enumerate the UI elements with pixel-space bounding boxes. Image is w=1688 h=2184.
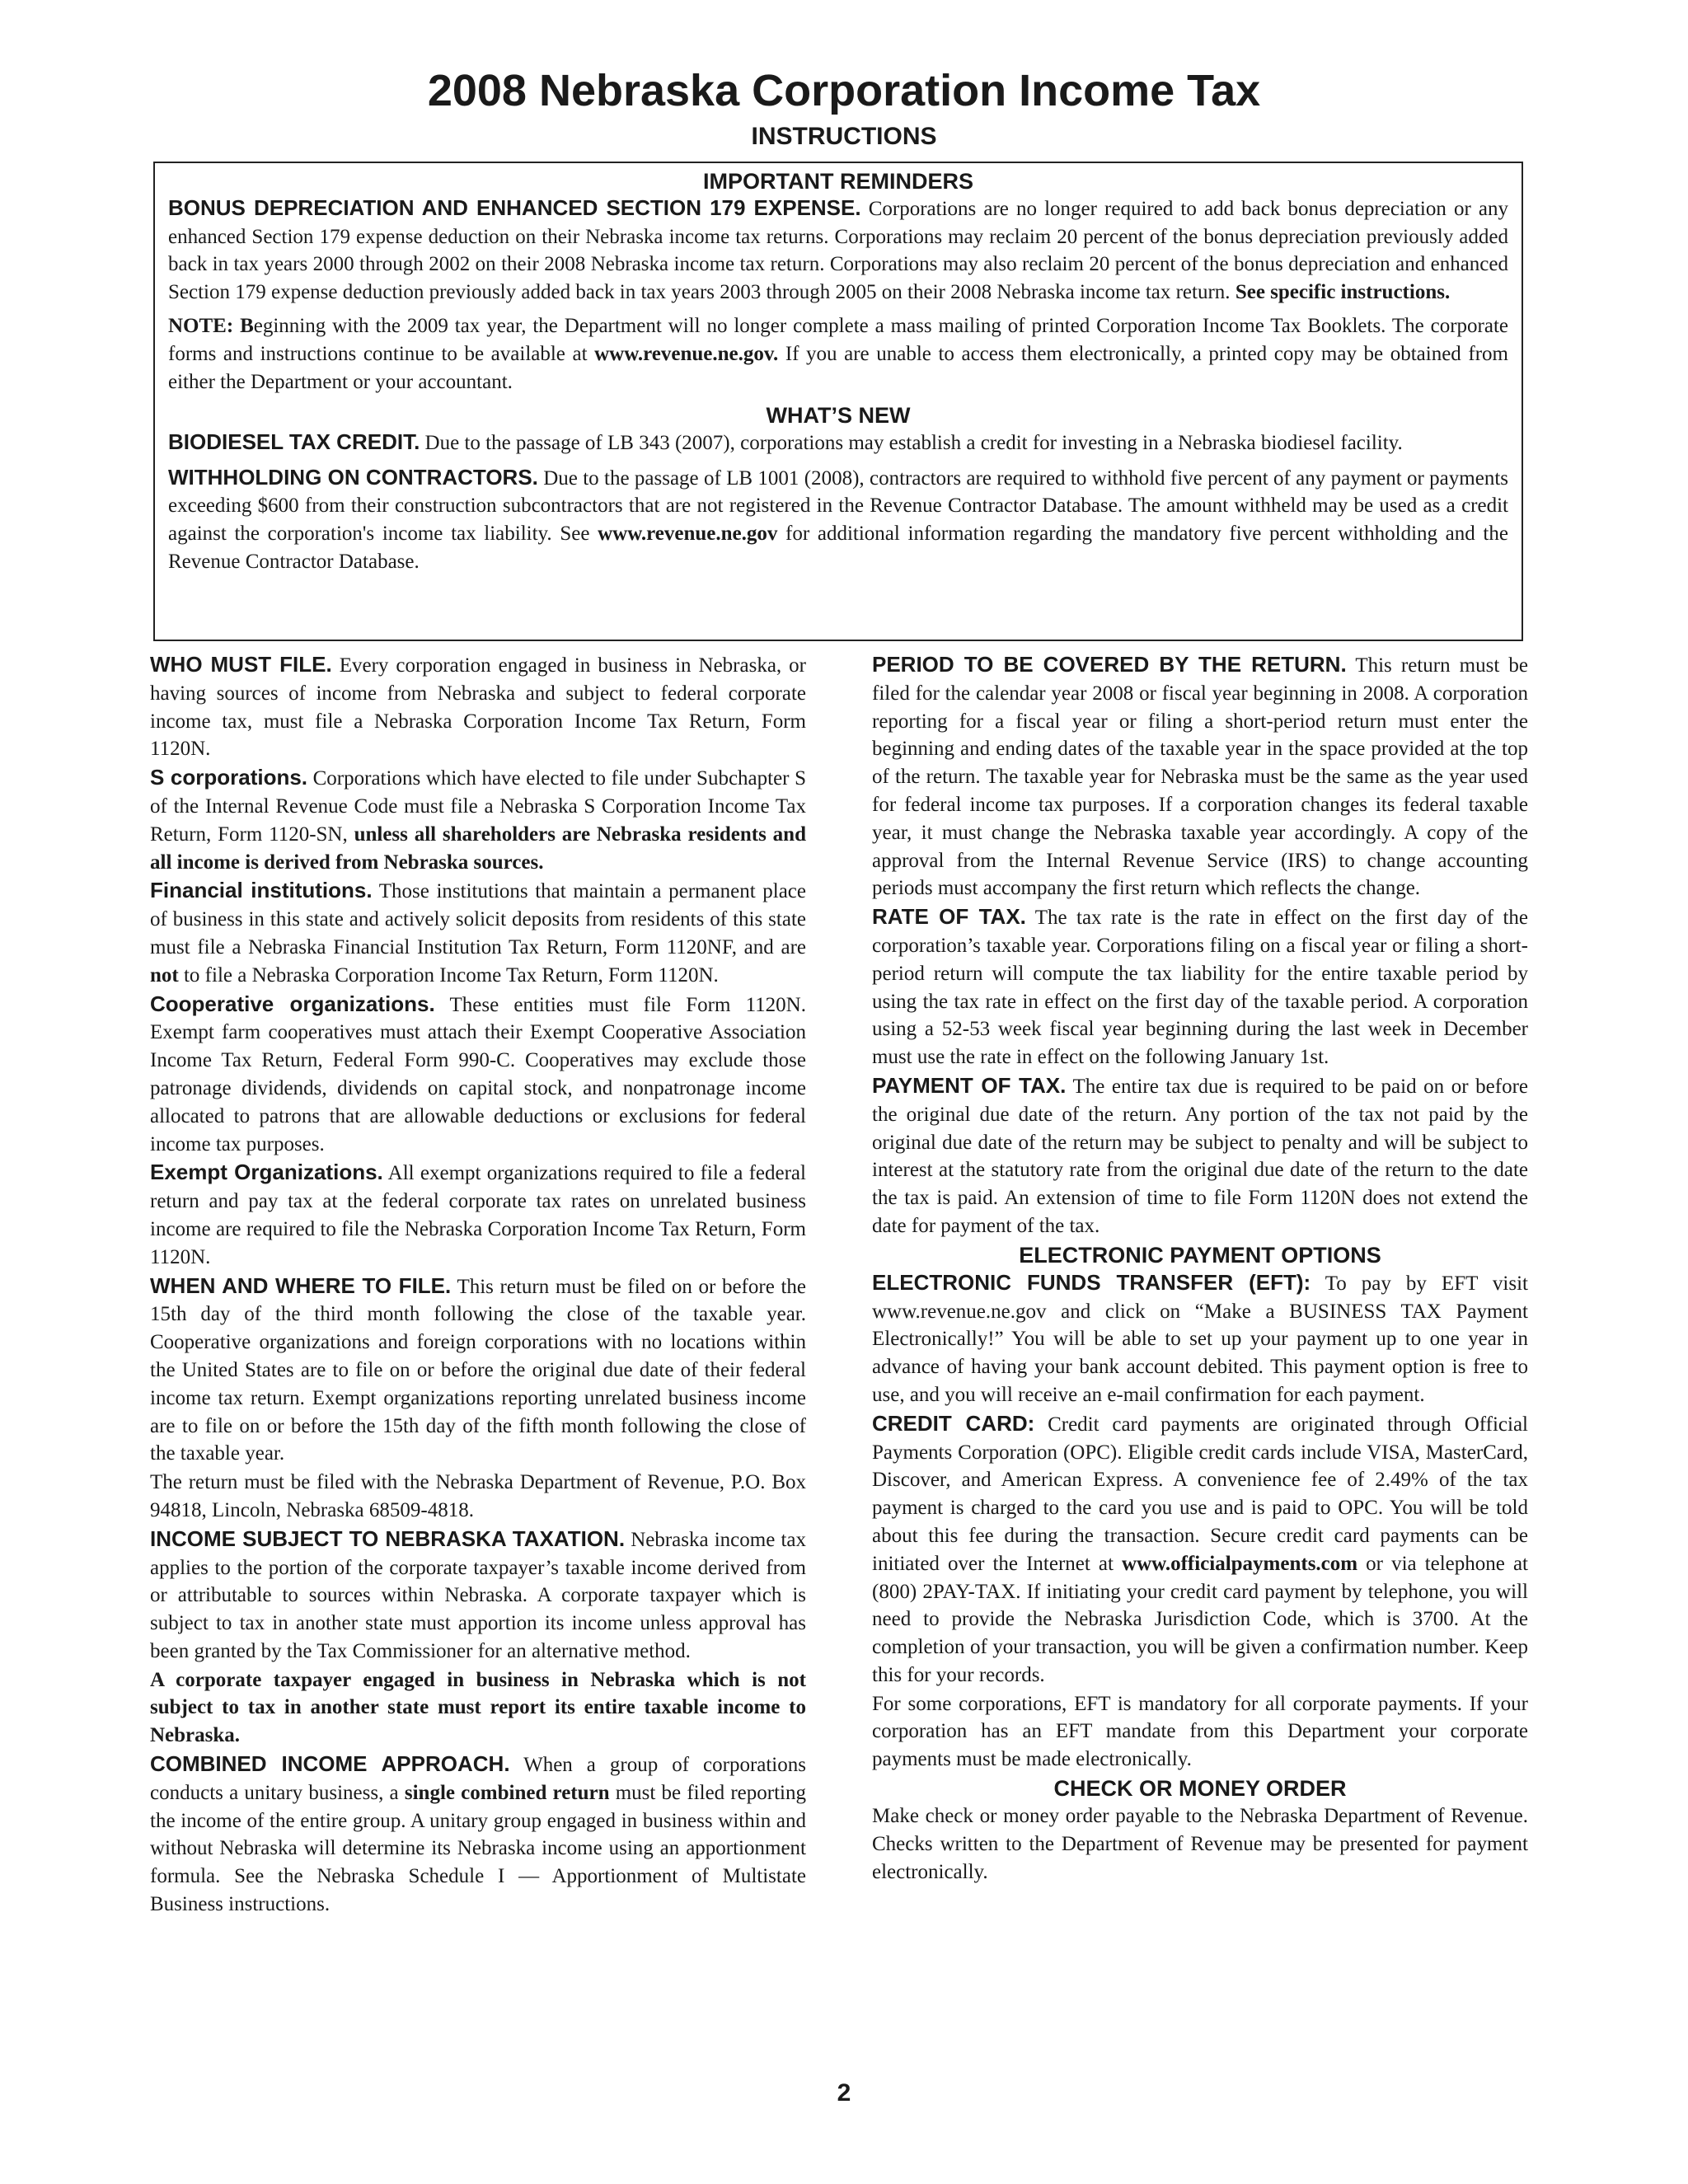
exempt-organizations-lead: Exempt Organizations. — [150, 1160, 383, 1185]
credit-card-lead: CREDIT CARD: — [872, 1410, 1035, 1436]
eft-paragraph — [872, 1269, 1528, 1409]
cooperative-paragraph — [150, 991, 806, 1159]
official-payments-link[interactable]: www.officialpayments.com — [1122, 1552, 1358, 1575]
mailing-address-paragraph: The return must be filed with the Nebraska Department of Revenue, P.O. Box 94818, Lincoln, Nebraska 68509-4818. — [150, 1471, 806, 1521]
withholding-text-2: for additional information regarding the mandatory five percent withholding and the Revenue Contractor Database. — [168, 522, 1508, 573]
financial-institutions-not: not — [150, 963, 179, 987]
income-subject-lead: INCOME SUBJECT TO NEBRASKA TAXATION. — [150, 1526, 626, 1551]
bonus-depreciation-paragraph — [168, 194, 1508, 306]
when-where-text: This return must be filed on or before the 15th day of the third month following the close of the taxable year. Cooperative organizations and foreign corporations with no locations within the United States are to file on or before the original due date of their federal income tax return. Exempt organizations reporting unrelated business income are to file on or before the 15th day of the fifth month following the close of the taxable year. — [150, 1275, 806, 1465]
eft-lead: ELECTRONIC FUNDS TRANSFER (EFT): — [872, 1269, 1311, 1295]
period-paragraph — [872, 651, 1528, 902]
biodiesel-paragraph — [168, 429, 1508, 457]
biodiesel-lead: BIODIESEL TAX CREDIT. — [168, 429, 420, 455]
check-money-order-heading: CHECK OR MONEY ORDER — [1053, 1776, 1347, 1802]
page-subtitle: INSTRUCTIONS — [751, 123, 937, 150]
financial-institutions-text-2: to file a Nebraska Corporation Income Tax Return, Form 1120N. — [178, 963, 719, 987]
credit-card-text-2: or via telephone at (800) 2PAY-TAX. If initiating your credit card payment by telephone, you will need to provide the Nebraska Jurisdiction Code, which is 3700. At the completion of your transaction, you will be given a confirmation number. Keep this for your records. — [872, 1552, 1528, 1686]
right-column — [872, 651, 1528, 1886]
note-link[interactable]: www.revenue.ne.gov. — [594, 342, 779, 365]
financial-institutions-text-1: Those institutions that maintain a permanent place of business in this state and actively solicit deposits from residents of this state must file a Nebraska Financial Institution Tax Return, Form 1120NF, and are — [150, 880, 806, 958]
s-corporations-paragraph — [150, 764, 806, 876]
note-paragraph — [168, 312, 1508, 396]
cooperative-text: These entities must file Form 1120N. Exempt farm cooperatives must attach their Exempt Cooperative Association Income Tax Return, Federal Form 990-C. Cooperatives may exclude those patronage dividends, dividends on capital stock, and nonpatronage income allocated to patrons that are allowable deductions or exclusions for federal income tax purposes. — [150, 993, 806, 1155]
period-text: This return must be filed for the calendar year 2008 or fiscal year beginning in 2008. A corporation reporting for a fiscal year or filing a short-period return must enter the beginning and ending dates of the taxable year in the space provided at the top of the return. The taxable year for Nebraska must be the same as the year used for federal income tax purposes. If a corporation changes its federal taxable year, it must change the Nebraska taxable year accordingly. A copy of the approval from the Internal Revenue Service (IRS) to change accounting periods must accompany the first return which reflects the change. — [872, 654, 1529, 900]
credit-card-text-1: Credit card payments are originated through Official Payments Corporation (OPC). Eligible credit cards include VISA, MasterCard, Discover, and American Express. A convenience fee of 2.49% of the tax payment is charged to the card you use and is paid to OPC. You will be told about this fee during the transaction. Secure credit card payments can be initiated over the Internet at — [872, 1413, 1528, 1575]
left-column — [150, 651, 806, 1919]
rate-lead: RATE OF TAX. — [872, 904, 1026, 930]
exempt-organizations-text: All exempt organizations required to file a federal return and pay tax at the federal corporate tax rates on unrelated business income are required to file the Nebraska Corporation Income Tax Return, Form 1120N. — [150, 1162, 806, 1268]
s-corporations-text: Corporations which have elected to file under Subchapter S of the Internal Revenue Code must file a Nebraska S Corporation Income Tax Return, Form 1120-SN, — [150, 767, 807, 846]
period-lead: PERIOD TO BE COVERED BY THE RETURN. — [872, 652, 1347, 677]
check-money-order-paragraph: Make check or money order payable to the Nebraska Department of Revenue. Checks written to the Department of Revenue may be presented for payment electronically. — [872, 1805, 1528, 1883]
when-where-paragraph — [150, 1272, 806, 1469]
reminders-heading: IMPORTANT REMINDERS — [703, 169, 973, 194]
rate-paragraph — [872, 903, 1528, 1071]
eft-text: To pay by EFT visit www.revenue.ne.gov and click on “Make a BUSINESS TAX Payment Electronically!” You will be able to set up your payment up to one year in advance of having your bank account debited. This payment option is free to use, and you will receive an e-mail confirmation for each payment. — [872, 1272, 1528, 1406]
eft-mandatory-paragraph: For some corporations, EFT is mandatory for all corporate payments. If your corporation has an EFT mandate from this Department your corporate payments must be made electronically. — [872, 1692, 1528, 1771]
who-must-file-paragraph — [150, 651, 806, 763]
page-number: 2 — [837, 2079, 851, 2107]
combined-income-text-2: must be filed reporting the income of the entire group. A unitary group engaged in business within and without Nebraska will determine its Nebraska income using an apportionment formula. See the Nebraska Schedule I — Apportionment of Multistate Business instructions. — [150, 1781, 807, 1916]
important-reminders-box — [153, 162, 1523, 641]
bonus-depreciation-text: Corporations are no longer required to add back bonus depreciation or any enhanced Section 179 expense deduction on their Nebraska income tax returns. Corporations may reclaim 20 percent of the bonus depreciation previously added back in tax years 2000 through 2002 on their 2008 Nebraska income tax return. Corporations may also reclaim 20 percent of the bonus depreciation and enhanced Section 179 expense deduction previously added back in tax years 2003 through 2005 on their 2008 Nebraska income tax return. — [168, 198, 1508, 303]
s-corporations-bold: unless all shareholders are Nebraska residents and all income is derived from Nebraska sources. — [150, 823, 806, 874]
cooperative-lead: Cooperative organizations. — [150, 991, 435, 1016]
note-lead: NOTE: B — [168, 315, 254, 338]
who-must-file-text: Every corporation engaged in business in Nebraska, or having sources of income from Nebraska and subject to federal corporate income tax, must file a Nebraska Corporation Income Tax Return, Form 1120N. — [150, 654, 806, 761]
note-text-2: If you are unable to access them electronically, a printed copy may be obtained from either the Department or your accountant. — [168, 342, 1508, 393]
when-where-lead: WHEN AND WHERE TO FILE. — [150, 1272, 452, 1298]
combined-income-bold: single combined return — [404, 1781, 610, 1804]
payment-lead: PAYMENT OF TAX. — [872, 1072, 1067, 1098]
bonus-depreciation-lead: BONUS DEPRECIATION AND ENHANCED SECTION 179 EXPENSE. — [168, 195, 861, 220]
rate-text: The tax rate is the rate in effect on the first day of the corporation’s taxable year. Corporations filing on a fiscal year or filing a short-period return will compute the tax liability for the entire taxable period by using the tax rate in effect on the first day of the taxable period. A corporation using a 52-53 week fiscal year beginning during the last week in December must use the rate in effect on the following January 1st. — [872, 907, 1528, 1069]
withholding-lead: WITHHOLDING ON CONTRACTORS. — [168, 464, 538, 490]
combined-income-lead: COMBINED INCOME APPROACH. — [150, 1751, 510, 1777]
who-must-file-lead: WHO MUST FILE. — [150, 652, 332, 677]
withholding-paragraph — [168, 464, 1508, 575]
payment-text: The entire tax due is required to be paid on or before the original due date of the return. Any portion of the tax not paid by the original due date of the return may be subject to penalty and will be subject to interest at the statutory rate from the original due date of the return to the date the tax is paid. An extension of time to file Form 1120N does not extend the date for payment of the tax. — [872, 1075, 1528, 1237]
income-subject-paragraph — [150, 1526, 806, 1666]
financial-institutions-paragraph — [150, 877, 806, 989]
entire-income-paragraph: A corporate taxpayer engaged in business in Nebraska which is not subject to tax in another state must report its entire taxable income to Nebraska. — [150, 1668, 806, 1747]
note-text-1: eginning with the 2009 tax year, the Department will no longer complete a mass mailing of printed Corporation Income Tax Booklets. The corporate forms and instructions continue to be available at — [168, 315, 1509, 365]
s-corporations-lead: S corporations. — [150, 765, 308, 790]
withholding-text-1: Due to the passage of LB 1001 (2008), contractors are required to withhold five percent of any payment or payments exceeding $600 from their construction subcontractors that are not registered in the Revenue Contractor Database. The amount withheld may be used as a credit against the corporation's income tax liability. See — [168, 466, 1508, 545]
biodiesel-text: Due to the passage of LB 343 (2007), corporations may establish a credit for investing in a Nebraska biodiesel facility. — [420, 432, 1403, 455]
financial-institutions-lead: Financial institutions. — [150, 878, 373, 903]
page-title: 2008 Nebraska Corporation Income Tax — [427, 66, 1261, 115]
exempt-organizations-paragraph — [150, 1159, 806, 1271]
whats-new-heading: WHAT’S NEW — [766, 403, 911, 429]
income-subject-text: Nebraska income tax applies to the portion of the corporate taxpayer’s taxable income derived from or attributable to sources within Nebraska. A corporate taxpayer which is subject to tax in another state must apportion its income unless approval has been granted by the Tax Commissioner for an alternative method. — [150, 1528, 806, 1662]
bonus-depreciation-see: See specific instructions. — [1235, 280, 1451, 303]
combined-income-text-1: When a group of corporations conducts a unitary business, a — [150, 1754, 806, 1804]
electronic-payment-heading: ELECTRONIC PAYMENT OPTIONS — [1019, 1242, 1381, 1268]
withholding-link[interactable]: www.revenue.ne.gov — [598, 522, 778, 545]
credit-card-paragraph — [872, 1410, 1528, 1690]
payment-paragraph — [872, 1072, 1528, 1240]
combined-income-paragraph — [150, 1750, 806, 1919]
